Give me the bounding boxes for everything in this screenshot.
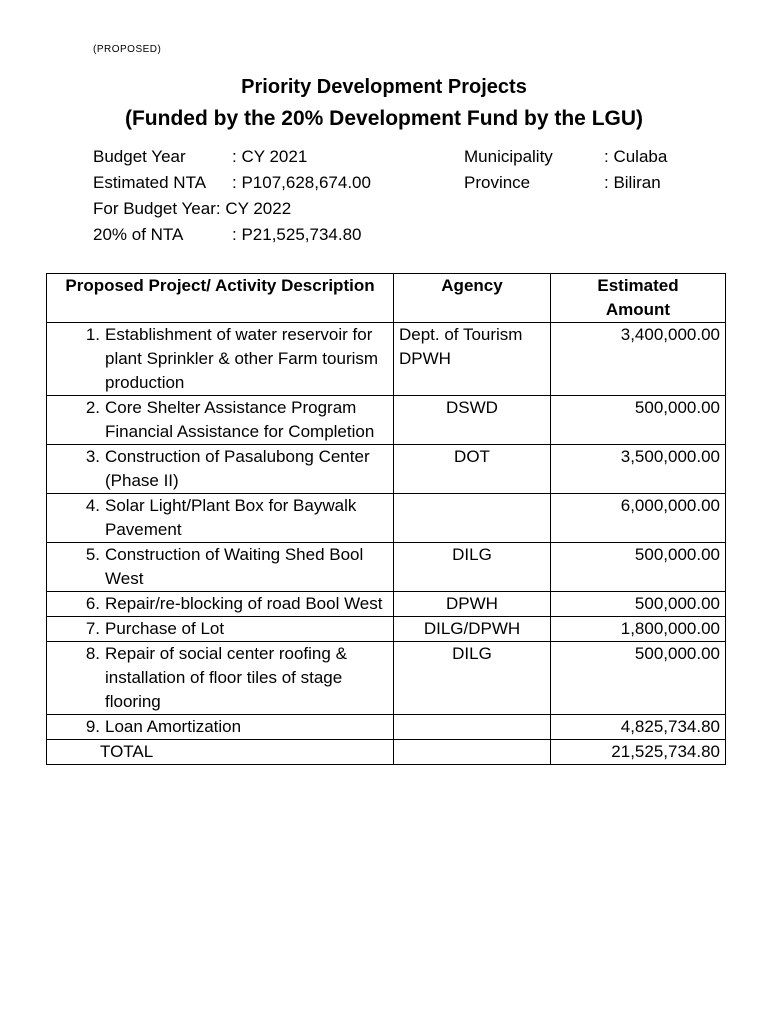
row-agency: DILG/DPWH <box>394 617 551 642</box>
budget-year-label: Budget Year <box>93 147 186 166</box>
row-description: Establishment of water reservoir for plant Sprinkler & other Farm tourism production <box>105 325 379 392</box>
row-agency: DSWD <box>394 396 551 445</box>
table-row <box>47 494 726 543</box>
header-description: Proposed Project/ Activity Description <box>47 274 394 323</box>
province-value: : Biliran <box>604 173 661 192</box>
table-row <box>47 543 726 592</box>
row-number: 3. <box>85 447 100 466</box>
header-amount-line2: Amount <box>605 300 671 319</box>
table-header-row <box>47 274 726 323</box>
municipality-label: Municipality <box>464 147 553 166</box>
row-number: 2. <box>85 398 100 417</box>
table-row <box>47 715 726 740</box>
row-agency: DOT <box>394 445 551 494</box>
municipality-value: : Culaba <box>604 147 668 166</box>
province-label: Province <box>464 173 531 192</box>
proposed-label: (PROPOSED) <box>93 44 162 55</box>
page-title: Priority Development Projects <box>241 76 527 98</box>
row-agency: DILG <box>394 543 551 592</box>
row-description: Construction of Waiting Shed Bool West <box>105 545 364 588</box>
row-description: Solar Light/Plant Box for Baywalk Pavement <box>105 496 357 539</box>
table-row <box>47 445 726 494</box>
row-number: 4. <box>85 496 100 515</box>
row-agency: DILG <box>394 642 551 715</box>
row-agency <box>394 715 551 740</box>
projects-table <box>46 273 726 765</box>
pct-value: : P21,525,734.80 <box>232 225 362 244</box>
total-amount: 21,525,734.80 <box>551 740 726 765</box>
table-row <box>47 323 726 396</box>
row-description: Loan Amortization <box>105 717 242 736</box>
table-row <box>47 592 726 617</box>
table-row <box>47 642 726 715</box>
row-description: Core Shelter Assistance Program Financial Assistance for Completion <box>105 398 375 441</box>
row-number: 6. <box>85 594 100 613</box>
row-number: 8. <box>85 644 100 663</box>
row-number: 9. <box>85 717 100 736</box>
for-budget-year: For Budget Year: CY 2022 <box>93 199 292 218</box>
nta-value: : P107,628,674.00 <box>232 173 371 192</box>
row-number: 5. <box>85 545 100 564</box>
row-amount: 4,825,734.80 <box>551 715 726 740</box>
table-row <box>47 396 726 445</box>
total-label: TOTAL <box>100 742 154 761</box>
page-subtitle: (Funded by the 20% Development Fund by the LGU) <box>124 107 644 130</box>
row-amount: 3,400,000.00 <box>551 323 726 396</box>
row-amount: 500,000.00 <box>551 592 726 617</box>
row-amount: 500,000.00 <box>551 396 726 445</box>
total-agency-empty <box>394 740 551 765</box>
row-number: 7. <box>85 619 100 638</box>
row-number: 1. <box>85 325 100 344</box>
row-amount: 500,000.00 <box>551 543 726 592</box>
row-amount: 6,000,000.00 <box>551 494 726 543</box>
budget-year-value: : CY 2021 <box>232 147 308 166</box>
total-row <box>47 740 726 765</box>
row-description: Repair/re-blocking of road Bool West <box>105 594 383 613</box>
row-amount: 3,500,000.00 <box>551 445 726 494</box>
table-row <box>47 617 726 642</box>
row-amount: 500,000.00 <box>551 642 726 715</box>
row-agency <box>394 494 551 543</box>
row-agency: DPWH <box>394 592 551 617</box>
row-description: Purchase of Lot <box>105 619 225 638</box>
nta-label: Estimated NTA <box>93 173 207 192</box>
pct-label: 20% of NTA <box>93 225 184 244</box>
row-description: Construction of Pasalubong Center (Phase II) <box>105 447 370 490</box>
header-agency: Agency <box>394 274 551 323</box>
header-amount-line1: Estimated <box>597 276 679 295</box>
row-description: Repair of social center roofing & installation of floor tiles of stage flooring <box>105 644 347 711</box>
header-amount <box>551 274 726 323</box>
row-agency: Dept. of Tourism DPWH <box>394 323 551 396</box>
row-amount: 1,800,000.00 <box>551 617 726 642</box>
